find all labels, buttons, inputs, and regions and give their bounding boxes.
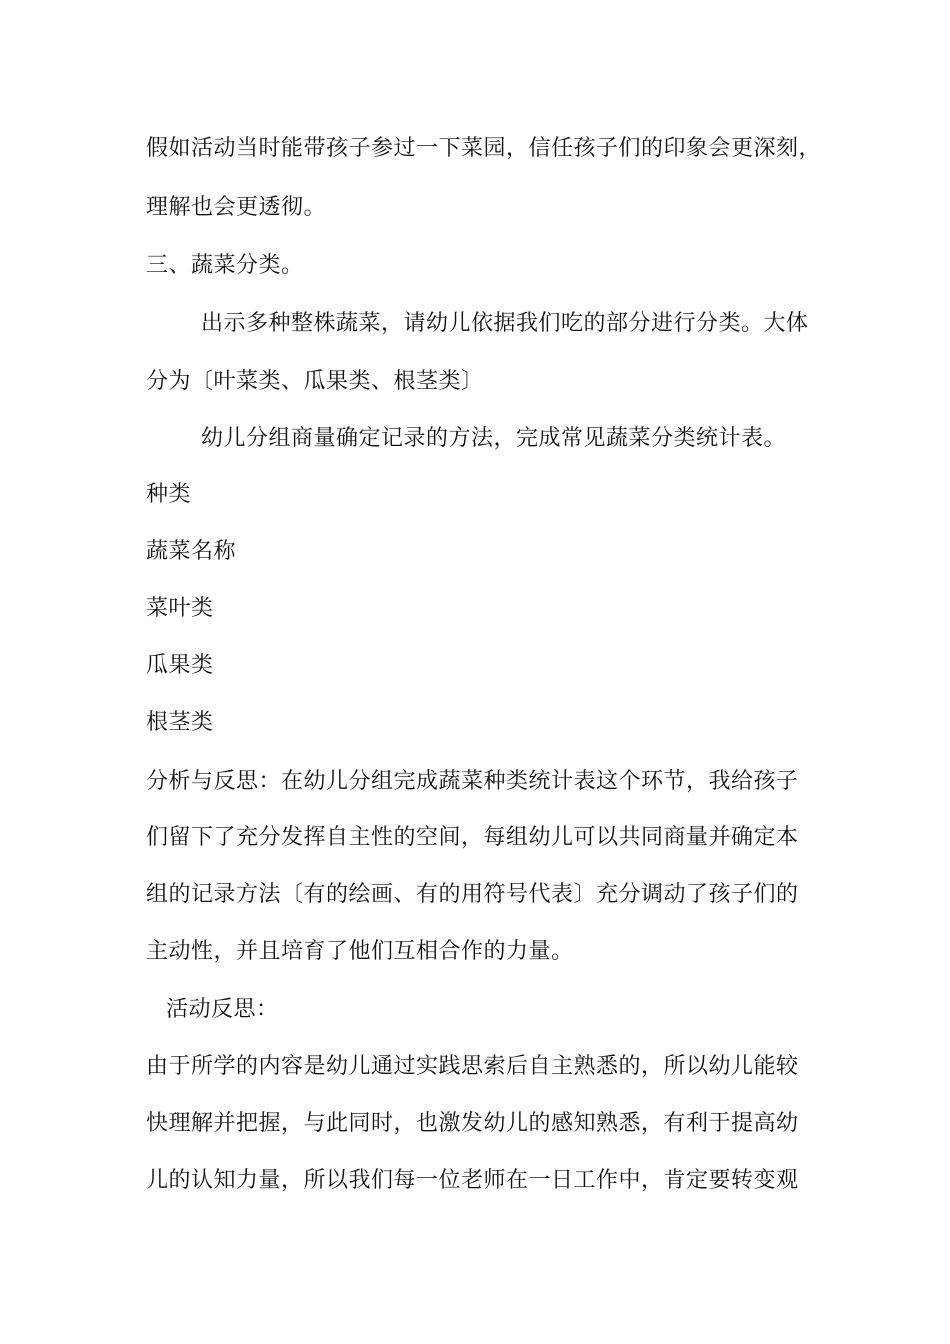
reflection-intro-line-2: 理解也会更透彻。 <box>146 195 327 220</box>
activity-reflection-line-3: 儿的认知力量，所以我们每一位老师在一日工作中，肯定要转变观 <box>146 1168 799 1193</box>
analysis-line-4: 主动性，并且培育了他们互相合作的力量。 <box>146 939 574 964</box>
table-item-category: 种类 <box>146 482 192 507</box>
table-item-roots-stems: 根茎类 <box>146 710 214 735</box>
activity-reflection-heading: 活动反思： <box>166 997 279 1022</box>
activity-reflection-line-2: 快理解并把握，与此同时，也激发幼儿的感知熟悉，有利于提高幼 <box>146 1111 799 1136</box>
analysis-line-2: 们留下了充分发挥自主性的空间，每组幼儿可以共同商量并确定本 <box>146 825 799 850</box>
analysis-line-3: 组的记录方法〔有的绘画、有的用符号代表〕充分调动了孩子们的 <box>146 882 799 907</box>
activity-reflection-line-1: 由于所学的内容是幼儿通过实践思索后自主熟悉的，所以幼儿能较 <box>146 1054 799 1079</box>
table-item-vegetable-name: 蔬菜名称 <box>146 539 237 564</box>
analysis-line-1: 分析与反思：在幼儿分组完成蔬菜种类统计表这个环节，我给孩子 <box>146 769 799 794</box>
table-item-leaf-vegetables: 菜叶类 <box>146 596 214 621</box>
classification-instruction-line-2: 分为〔叶菜类、瓜果类、根茎类〕 <box>146 369 484 394</box>
reflection-intro-line-1: 假如活动当时能带孩子参过一下菜园，信任孩子们的印象会更深刻， <box>146 136 822 161</box>
classification-instruction-line-1: 出示多种整株蔬菜，请幼儿依据我们吃的部分进行分类。大体 <box>201 311 809 336</box>
group-instruction: 幼儿分组商量确定记录的方法，完成常见蔬菜分类统计表。 <box>201 426 787 451</box>
table-item-melon-fruits: 瓜果类 <box>146 653 214 678</box>
section-heading: 三、蔬菜分类。 <box>146 253 304 278</box>
